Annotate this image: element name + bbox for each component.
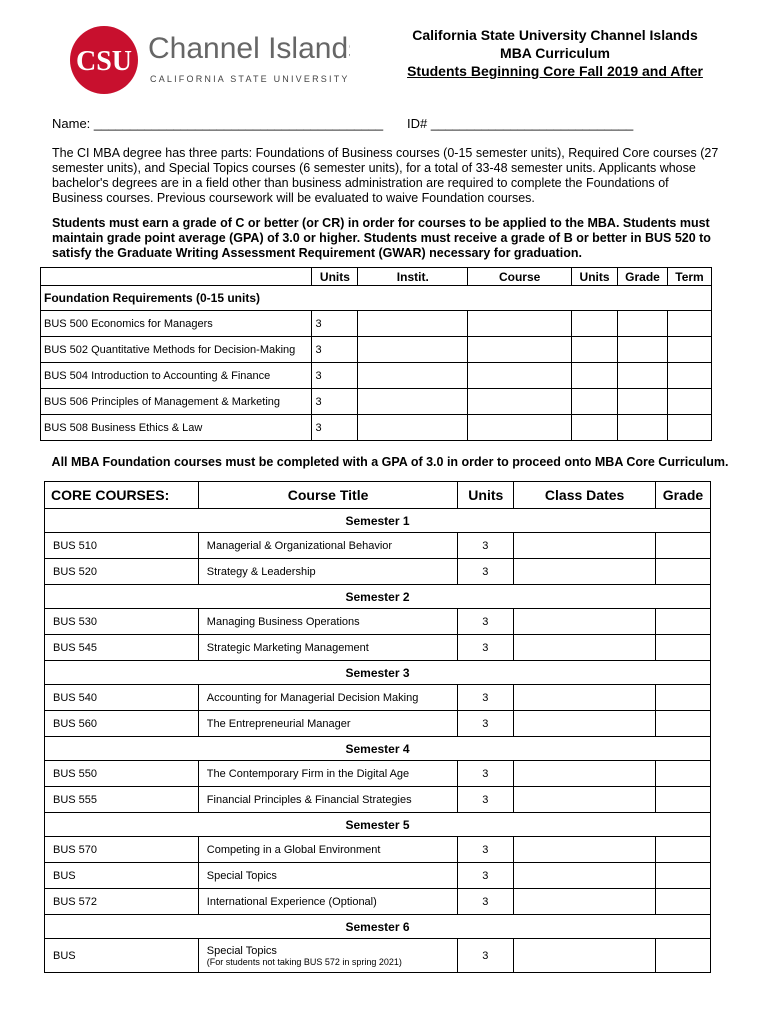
header-program: MBA Curriculum [500, 45, 610, 61]
foundation-gpa-note: All MBA Foundation courses must be completed with a GPA of 3.0 in order to proceed onto MBA Core Curriculum. [51, 455, 729, 469]
semester-label: Semester 2 [45, 585, 711, 609]
core-courses-table [44, 481, 711, 973]
semester-row [45, 661, 711, 685]
intro-paragraph: The CI MBA degree has three parts: Foundations of Business courses (0-15 semester units), Required Core courses (27 semester units), and Special Topics courses (6 semester units), for a total of 33-48 semester units. Applicants whose bachelor's degrees are in a field other than business administration are required to complete the Foundations of Business courses. Previous coursework will be evaluated to waive Foundation courses. [52, 146, 719, 205]
semester-label: Semester 1 [45, 509, 711, 533]
course-title: Financial Principles & Financial Strategies [198, 787, 458, 813]
semester-row [45, 813, 711, 837]
col-units-2: Units [572, 268, 618, 286]
logo-subtitle: CALIFORNIA STATE UNIVERSITY [150, 74, 350, 84]
university-logo [70, 20, 350, 100]
logo-mark: CSU [75, 46, 133, 77]
table-row [41, 337, 712, 363]
semester-label: Semester 6 [45, 915, 711, 939]
col-grade: Grade [655, 482, 710, 509]
course-code: BUS 550 [45, 761, 199, 787]
course-code: BUS 510 [45, 533, 199, 559]
course-title: Managing Business Operations [198, 609, 458, 635]
course-code: BUS [45, 863, 199, 889]
course-units: 3 [458, 889, 514, 915]
course-units: 3 [458, 533, 514, 559]
name-field[interactable]: Name: ________________________________________ [52, 116, 384, 131]
semester-row [45, 509, 711, 533]
semester-label: Semester 5 [45, 813, 711, 837]
foundation-section-row [41, 286, 712, 311]
table-row [45, 939, 711, 973]
course-units: 3 [312, 415, 358, 441]
col-core-courses: CORE COURSES: [45, 482, 199, 509]
col-grade: Grade [618, 268, 668, 286]
course-title-cell [198, 939, 458, 973]
header-university: California State University Channel Islands [412, 27, 698, 43]
course-name: BUS 506 Principles of Management & Marketing [41, 389, 312, 415]
col-course-title: Course Title [198, 482, 458, 509]
table-row [41, 415, 712, 441]
header-cohort: Students Beginning Core Fall 2019 and After [407, 63, 703, 79]
table-row [41, 389, 712, 415]
course-note: (For students not taking BUS 572 in spring 2021) [206, 956, 402, 967]
course-code: BUS [45, 939, 199, 973]
course-title: Strategic Marketing Management [198, 635, 458, 661]
semester-label: Semester 3 [45, 661, 711, 685]
course-units: 3 [458, 635, 514, 661]
foundation-header-row [41, 268, 712, 286]
table-row [41, 363, 712, 389]
table-row [41, 311, 712, 337]
course-title: The Entrepreneurial Manager [198, 711, 458, 737]
course-units: 3 [458, 685, 514, 711]
table-row [45, 837, 711, 863]
core-header-row [45, 482, 711, 509]
col-class-dates: Class Dates [514, 482, 656, 509]
course-title: Accounting for Managerial Decision Making [198, 685, 458, 711]
course-code: BUS 530 [45, 609, 199, 635]
table-row [45, 761, 711, 787]
table-row [45, 711, 711, 737]
col-units: Units [458, 482, 514, 509]
table-row [45, 863, 711, 889]
course-units: 3 [458, 761, 514, 787]
course-name: BUS 502 Quantitative Methods for Decision-Making [41, 337, 312, 363]
table-row [45, 609, 711, 635]
course-units: 3 [312, 337, 358, 363]
course-units: 3 [458, 559, 514, 585]
col-course: Course [468, 268, 572, 286]
course-units: 3 [458, 837, 514, 863]
table-row [45, 787, 711, 813]
table-row [45, 685, 711, 711]
logo-name: Channel Islands [148, 32, 350, 65]
course-title: Strategy & Leadership [198, 559, 458, 585]
col-units: Units [312, 268, 358, 286]
grade-requirements: Students must earn a grade of C or better (or CR) in order for courses to be applied to the MBA. Students must maintain grade point average (GPA) of 3.0 or higher. Students must receive a grade of B or better in BUS 520 to satisfy the Graduate Writing Assessment Requirement (GWAR) necessary for graduation. [52, 216, 711, 260]
course-units: 3 [458, 939, 514, 973]
table-row [45, 559, 711, 585]
table-row [45, 635, 711, 661]
course-code: BUS 540 [45, 685, 199, 711]
id-field[interactable]: ID# ____________________________ [407, 116, 634, 131]
course-code: BUS 555 [45, 787, 199, 813]
course-title: Managerial & Organizational Behavior [198, 533, 458, 559]
course-units: 3 [458, 609, 514, 635]
course-units: 3 [458, 787, 514, 813]
course-units: 3 [312, 389, 358, 415]
course-code: BUS 520 [45, 559, 199, 585]
foundation-section-title: Foundation Requirements (0-15 units) [41, 286, 712, 311]
course-title: Special Topics [206, 944, 277, 957]
semester-row [45, 737, 711, 761]
course-name: BUS 508 Business Ethics & Law [41, 415, 312, 441]
course-units: 3 [312, 363, 358, 389]
course-title: International Experience (Optional) [198, 889, 458, 915]
semester-row [45, 585, 711, 609]
course-name: BUS 500 Economics for Managers [41, 311, 312, 337]
course-title: The Contemporary Firm in the Digital Age [198, 761, 458, 787]
table-row [45, 533, 711, 559]
document-header [380, 26, 730, 80]
course-units: 3 [312, 311, 358, 337]
col-term: Term [667, 268, 711, 286]
semester-row [45, 915, 711, 939]
course-code: BUS 560 [45, 711, 199, 737]
semester-label: Semester 4 [45, 737, 711, 761]
course-units: 3 [458, 863, 514, 889]
course-name: BUS 504 Introduction to Accounting & Finance [41, 363, 312, 389]
course-code: BUS 572 [45, 889, 199, 915]
col-institution: Instit. [358, 268, 468, 286]
course-code: BUS 545 [45, 635, 199, 661]
course-title: Special Topics [198, 863, 458, 889]
table-row [45, 889, 711, 915]
course-code: BUS 570 [45, 837, 199, 863]
course-title: Competing in a Global Environment [198, 837, 458, 863]
foundation-table [40, 267, 712, 441]
course-units: 3 [458, 711, 514, 737]
